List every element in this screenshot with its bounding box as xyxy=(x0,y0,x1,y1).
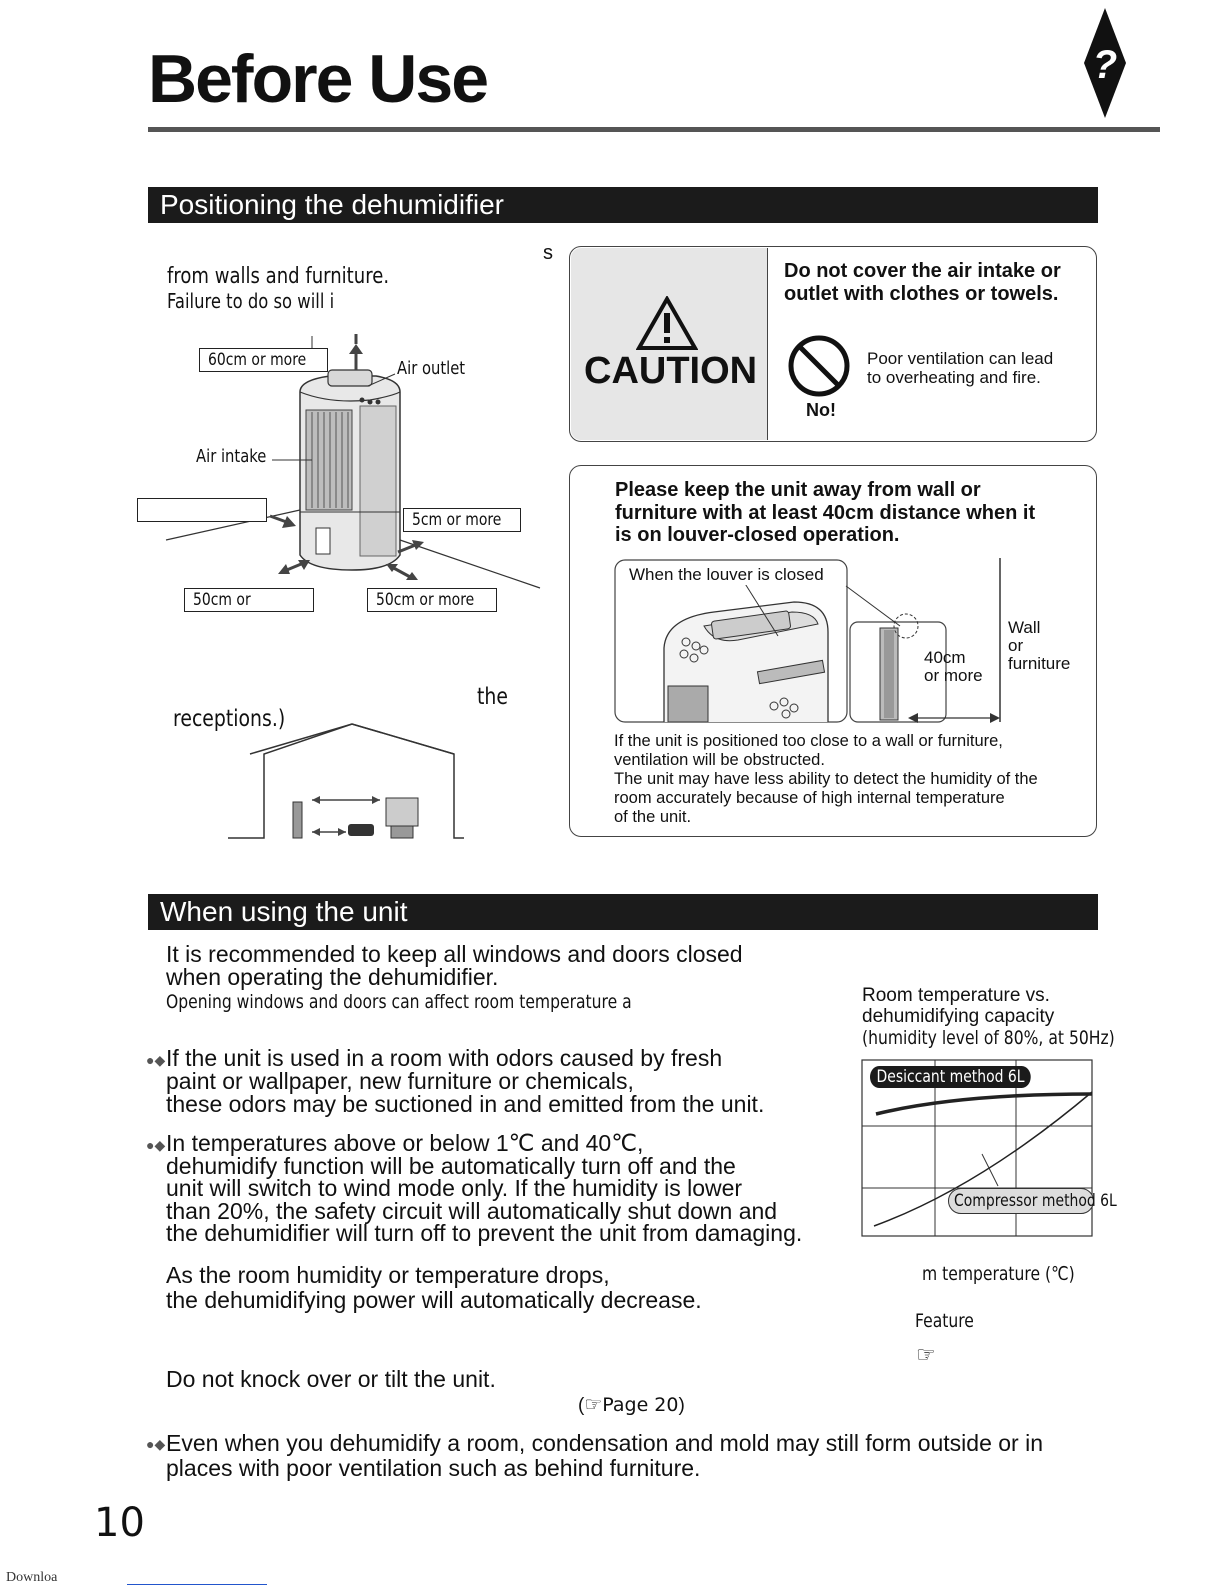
bullet-icon: ●◆ xyxy=(146,1052,166,1068)
section-heading-positioning: Positioning the dehumidifier xyxy=(148,187,1098,223)
bullet-icon: ●◆ xyxy=(146,1137,166,1153)
clearance-bottom-left-label: 50cm or xyxy=(184,588,314,612)
air-intake-label: Air intake xyxy=(196,446,267,467)
question-diamond-icon xyxy=(1082,6,1128,120)
graph-subtitle: (humidity level of 80%, at 50Hz) xyxy=(862,1027,1115,1049)
caution-word: CAUTION xyxy=(584,350,758,392)
bullet-icon: ●◆ xyxy=(146,1436,166,1452)
clearance-left-label xyxy=(137,498,267,522)
pointing-hand-icon[interactable]: ☞ xyxy=(916,1342,936,1367)
graph-x-label: m temperature (℃) xyxy=(922,1263,1075,1285)
compressor-series-label: Compressor method 6L xyxy=(954,1191,1117,1211)
wall-label: Wall or furniture xyxy=(1008,618,1071,673)
intro-line: Failure to do so will i xyxy=(167,289,335,313)
caution-headline: Do not cover the air intake or outlet with clothes or towels. xyxy=(784,260,1061,305)
temperature-paragraph: In temperatures above or below 1℃ and 40℃, dehumidify function will be automatically turn off and the unit will switch to wind mode only. If the humidity is lower than 20%, the safety circuit will automatically shut down and the dehumidifier will turn off to prevent the unit from damaging. xyxy=(166,1130,803,1246)
louver-headline: Please keep the unit away from wall or furniture with at least 40cm distance when it is on louver-closed operation. xyxy=(615,479,1036,546)
download-text: Downloa xyxy=(6,1570,58,1585)
clearance-right-label: 5cm or more xyxy=(403,508,521,532)
desiccant-series-line xyxy=(876,1094,1092,1114)
clearance-diagram xyxy=(130,330,550,630)
desiccant-series-label: Desiccant method 6L xyxy=(870,1066,1031,1088)
louver-note: If the unit is positioned too close to a wall or furniture, ventilation will be obstructed. The unit may have less ability to detect the humidity of the room accurately because of high internal temperature of the unit. xyxy=(614,732,1038,826)
clearance-top-label: 60cm or more xyxy=(199,348,328,372)
page-number: 10 xyxy=(94,1500,145,1546)
graph-title: Room temperature vs. dehumidifying capacity xyxy=(862,985,1055,1027)
power-decrease-paragraph: As the room humidity or temperature drops, the dehumidifying power will automatically decrease. xyxy=(166,1262,702,1313)
feature-label: Feature xyxy=(915,1310,974,1332)
pointing-hand-icon: ☞ xyxy=(584,1394,603,1416)
house-diagram xyxy=(228,722,468,842)
warning-triangle-icon xyxy=(636,296,698,352)
no-label: No! xyxy=(806,400,836,420)
stray-text: s xyxy=(543,242,553,264)
recommendation-paragraph: It is recommended to keep all windows and doors closed when operating the dehumidifier. xyxy=(166,941,743,990)
condensation-paragraph: Even when you dehumidify a room, condensation and mold may still form outside or in places with poor ventilation such as behind furniture. xyxy=(166,1430,1044,1481)
intro-line: from walls and furniture. xyxy=(167,264,390,289)
louver-inset-caption: When the louver is closed xyxy=(625,565,828,585)
tv-note-fragment: receptions.) xyxy=(173,706,286,732)
distance-label: 40cm or more xyxy=(924,648,983,685)
prohibited-icon xyxy=(787,334,851,398)
section-heading-using: When using the unit xyxy=(148,894,1098,930)
title-rule xyxy=(148,127,1160,132)
tv-note-fragment: the xyxy=(477,684,508,710)
page-title: Before Use xyxy=(148,41,488,117)
odor-paragraph: If the unit is used in a room with odors caused by fresh paint or wallpaper, new furniture or chemicals, these odors may be suctioned in and emitted from the unit. xyxy=(166,1045,765,1117)
clearance-bottom-right-label: 50cm or more xyxy=(367,588,497,612)
recommendation-subtext: Opening windows and doors can affect room temperature a xyxy=(166,991,632,1013)
page-reference[interactable]: (☞Page 20) xyxy=(578,1394,685,1416)
air-outlet-label: Air outlet xyxy=(397,358,466,379)
no-tilt-paragraph: Do not knock over or tilt the unit. xyxy=(166,1366,496,1392)
caution-description: Poor ventilation can lead to overheating and fire. xyxy=(867,349,1054,387)
svg-text:?: ? xyxy=(1092,43,1118,87)
